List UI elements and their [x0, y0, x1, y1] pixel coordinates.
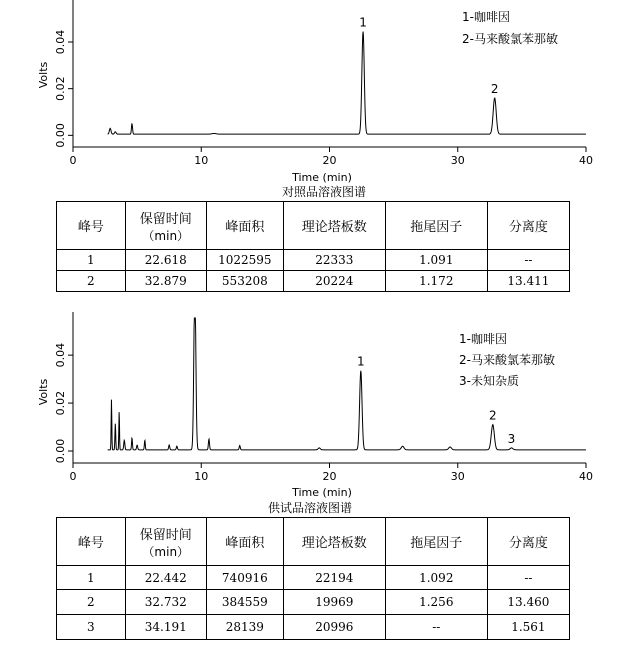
sample-results-table	[56, 517, 570, 640]
peak-label: 3	[507, 431, 516, 446]
reference-chromatogram	[0, 0, 626, 200]
y-tick-label: 0.00	[54, 438, 67, 464]
table-row	[57, 271, 570, 292]
chart-caption: 对照品溶液图谱	[281, 185, 367, 199]
table-cell: 32.732	[125, 590, 206, 615]
reference-results-table	[56, 201, 570, 292]
y-tick-label: 0.02	[54, 390, 67, 416]
x-tick-label: 10	[194, 154, 209, 167]
table-cell: 32.879	[125, 271, 206, 292]
table-cell: 20996	[283, 615, 385, 640]
y-tick-label: 0.04	[54, 342, 67, 368]
col-header-peak-no: 峰号	[57, 518, 126, 566]
col-header-retention-time-unit: （min）	[142, 228, 190, 243]
peak-label: 1	[359, 15, 367, 30]
table-cell: 13.411	[487, 271, 569, 292]
x-tick-label: 40	[579, 154, 593, 167]
legend-entry: 3-未知杂质	[459, 374, 519, 388]
col-header-theoretical-plates: 理论塔板数	[283, 518, 385, 566]
y-tick-label: 0.02	[54, 76, 67, 101]
table-cell: 22.618	[125, 250, 206, 271]
table-cell: 1.172	[385, 271, 487, 292]
chromatogram-trace	[108, 32, 586, 135]
table-cell: 22.442	[125, 566, 206, 590]
legend-entry: 1-咖啡因	[462, 10, 510, 24]
table-cell: 13.460	[487, 590, 569, 615]
x-tick-label: 0	[69, 154, 77, 167]
y-axis-label: Volts	[37, 378, 50, 406]
table-cell: 1.256	[385, 590, 487, 615]
table-cell: 22333	[283, 250, 385, 271]
table-cell: 28139	[206, 615, 283, 640]
table-cell: 20224	[283, 271, 385, 292]
table-row	[57, 250, 570, 271]
table-cell: 1.092	[385, 566, 487, 590]
col-header-peak-area: 峰面积	[206, 202, 283, 250]
table-cell: --	[487, 566, 569, 590]
peak-label: 2	[490, 82, 499, 96]
legend	[462, 9, 558, 46]
x-tick-label: 10	[194, 470, 209, 483]
col-header-retention-time	[125, 518, 206, 566]
legend	[459, 331, 555, 388]
legend-entry: 2-马来酸氯苯那敏	[459, 353, 555, 367]
table-row	[57, 566, 570, 590]
y-axis-label: Volts	[37, 61, 50, 89]
col-header-retention-time-unit: （min）	[142, 544, 190, 559]
x-tick-label: 20	[322, 470, 337, 483]
x-tick-label: 0	[69, 470, 77, 483]
table-cell: 34.191	[125, 615, 206, 640]
table-cell: 1	[57, 250, 126, 271]
table-cell: 1	[57, 566, 126, 590]
col-header-tailing-factor: 拖尾因子	[385, 202, 487, 250]
table-cell: 384559	[206, 590, 283, 615]
x-tick-label: 30	[450, 154, 465, 167]
table-row	[57, 590, 570, 615]
col-header-retention-time-label: 保留时间	[139, 211, 192, 227]
x-axis-label: Time (min)	[292, 486, 352, 499]
table-cell: 1022595	[206, 250, 283, 271]
table-cell: 3	[57, 615, 126, 640]
table-cell: 22194	[283, 566, 385, 590]
table-cell: --	[487, 250, 569, 271]
col-header-retention-time	[125, 202, 206, 250]
col-header-peak-area: 峰面积	[206, 518, 283, 566]
x-axis-label: Time (min)	[292, 171, 352, 184]
chart-caption: 供试品溶液图谱	[267, 501, 353, 515]
table-row	[57, 615, 570, 640]
legend-entry: 1-咖啡因	[459, 332, 507, 346]
peak-label: 2	[488, 408, 497, 423]
table-cell: 1.091	[385, 250, 487, 271]
col-header-theoretical-plates: 理论塔板数	[283, 202, 385, 250]
col-header-tailing-factor: 拖尾因子	[385, 518, 487, 566]
col-header-peak-no: 峰号	[57, 202, 126, 250]
col-header-retention-time-label: 保留时间	[139, 527, 192, 543]
table-cell: 553208	[206, 271, 283, 292]
table-cell: 2	[57, 590, 126, 615]
peak-label: 1	[356, 354, 365, 369]
y-tick-label: 0.00	[54, 123, 67, 148]
x-tick-label: 20	[322, 154, 337, 167]
table-cell: 19969	[283, 590, 385, 615]
table-cell: --	[385, 615, 487, 640]
x-tick-label: 30	[450, 470, 465, 483]
col-header-resolution: 分离度	[487, 518, 569, 566]
col-header-resolution: 分离度	[487, 202, 569, 250]
table-cell: 740916	[206, 566, 283, 590]
table-cell: 2	[57, 271, 126, 292]
table-cell: 1.561	[487, 615, 569, 640]
y-tick-label: 0.04	[54, 29, 67, 55]
sample-chromatogram	[0, 306, 626, 516]
x-tick-label: 40	[579, 470, 593, 483]
legend-entry: 2-马来酸氯苯那敏	[462, 32, 558, 46]
